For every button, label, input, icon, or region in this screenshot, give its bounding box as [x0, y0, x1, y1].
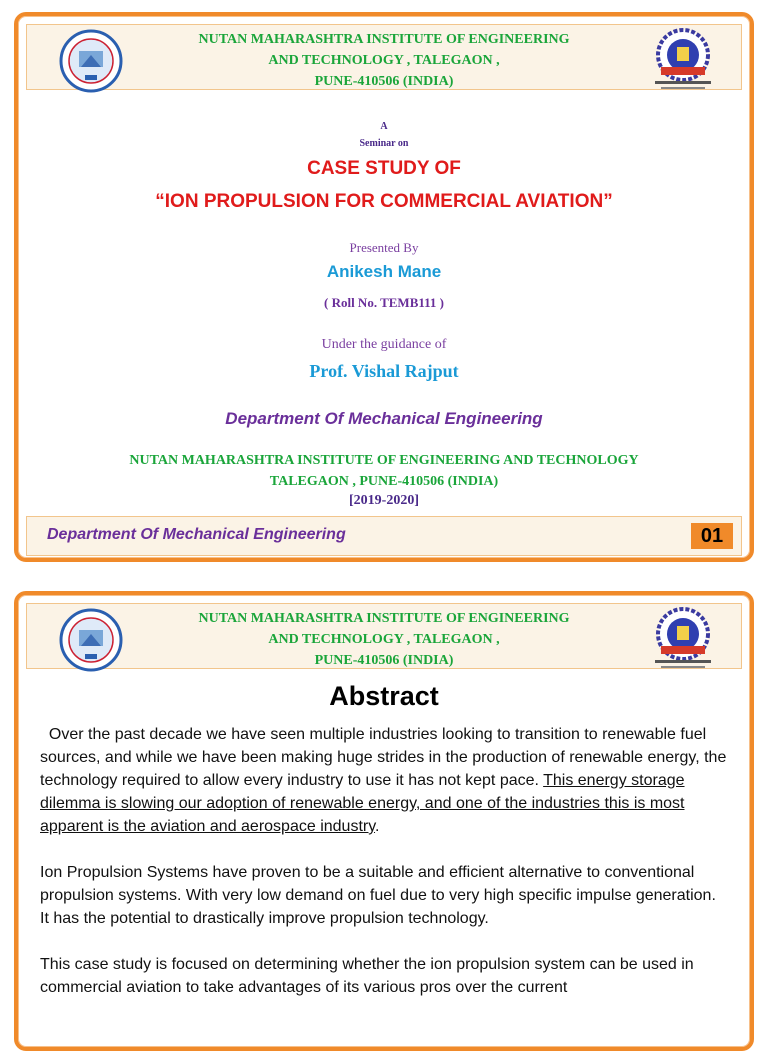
- institute-line: NUTAN MAHARASHTRA INSTITUTE OF ENGINEERING: [198, 32, 570, 47]
- presented-by-label: Presented By: [349, 240, 419, 255]
- roll-number: ( Roll No. TEMB111 ): [323, 295, 445, 310]
- abstract-paragraph: [40, 723, 731, 838]
- institute-line: PUNE-410506 (INDIA): [314, 74, 454, 89]
- institute-line: AND TECHNOLOGY , TALEGAON ,: [268, 53, 500, 68]
- slide-abstract: [14, 591, 754, 1051]
- institute-full-name: NUTAN MAHARASHTRA INSTITUTE OF ENGINEERING AND TECHNOLOGY: [129, 453, 639, 468]
- department-name: Department Of Mechanical Engineering: [225, 409, 543, 428]
- institute-address: TALEGAON , PUNE-410506 (INDIA): [269, 474, 499, 489]
- guidance-label: Under the guidance of: [321, 337, 447, 352]
- presenter-name: Anikesh Mane: [326, 262, 442, 281]
- academic-year: [2019-2020]: [349, 493, 419, 508]
- abstract-paragraph: Ion Propulsion Systems have proven to be a suitable and efficient alternative to conventional propulsion systems. With very low demand on fuel due to very high specific impulse generation. It has the potential to drastically improve propulsion technology.: [40, 864, 716, 927]
- nmiet-logo: [647, 27, 719, 93]
- institute-name: [27, 29, 741, 92]
- institute-line: PUNE-410506 (INDIA): [314, 653, 454, 668]
- abstract-paragraph: This case study is focused on determining whether the ion propulsion system can be used in commercial aviation to take advantages of its various pros over the current: [40, 956, 694, 996]
- institute-line: NUTAN MAHARASHTRA INSTITUTE OF ENGINEERING: [198, 611, 570, 626]
- nmiet-logo: [647, 606, 719, 672]
- paragraph-text: .: [375, 818, 380, 835]
- guide-name: Prof. Vishal Rajput: [309, 361, 459, 381]
- slide-footer: [26, 516, 742, 556]
- footer-department: Department Of Mechanical Engineering: [47, 526, 346, 543]
- slide-header: [26, 24, 742, 90]
- abstract-body: [40, 723, 731, 1022]
- page-number: 01: [691, 523, 733, 549]
- abstract-title: Abstract: [329, 681, 439, 711]
- title-line-2: “ION PROPULSION FOR COMMERCIAL AVIATION”: [155, 191, 613, 212]
- seminar-on-label: Seminar on: [359, 138, 409, 149]
- slide-title: [14, 12, 754, 562]
- underlined-text: This energy storage dilemma is slowing our adoption of renewable energy, and one of the industries this is most apparent is the aviation and aerospace industry: [40, 772, 685, 835]
- title-line-1: CASE STUDY OF: [307, 158, 461, 179]
- institute-line: AND TECHNOLOGY , TALEGAON ,: [268, 632, 500, 647]
- slide-header: [26, 603, 742, 669]
- paragraph-text: Over the past decade we have seen multiple industries looking to transition to renewable fuel sources, and while we have been making huge strides in the production of renewable energy, the technology required to allow every industry to use it has not kept pace.: [40, 726, 731, 789]
- a-label: A: [380, 121, 388, 132]
- institute-name: [27, 608, 741, 671]
